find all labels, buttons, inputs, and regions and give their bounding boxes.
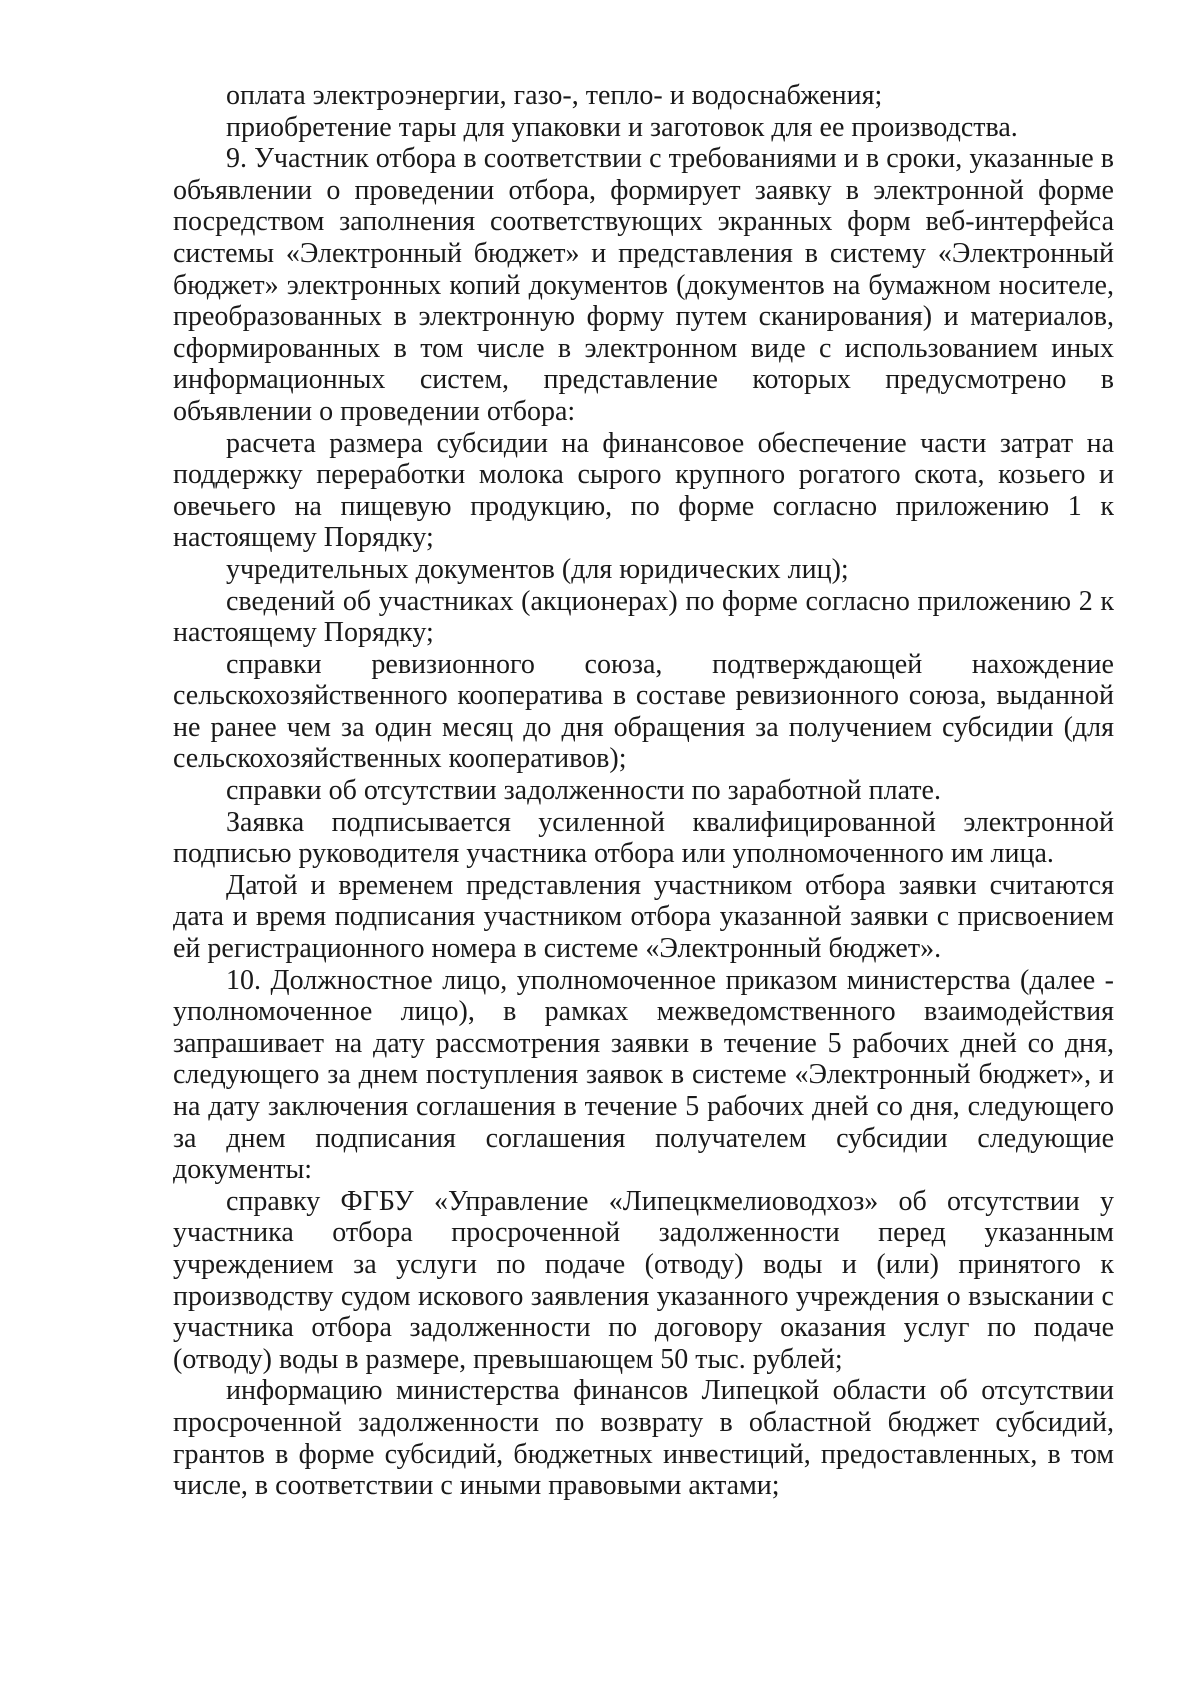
paragraph-finance-ministry-info: информацию министерства финансов Липецкой области об отсутствии просроченной задолженности по возврату в областной бюджет субсидий, грантов в форме субсидий, бюджетных инвестиций, предоставленных, в том числе, в соответствии с иными правовыми актами; bbox=[173, 1375, 1114, 1502]
paragraph-utilities-payment: оплата электроэнергии, газо-, тепло- и водоснабжения; bbox=[226, 80, 883, 111]
paragraph-electronic-signature: Заявка подписывается усиленной квалифицированной электронной подписью руководителя участника отбора или уполномоченного им лица. bbox=[173, 806, 1114, 870]
paragraph-salary-debt-certificate: справки об отсутствии задолженности по заработной плате. bbox=[226, 775, 941, 807]
paragraph-audit-union-certificate: справки ревизионного союза, подтверждающей нахождение сельскохозяйственного кооператива в составе ревизионного союза, выданной не ранее чем за один месяц до дня обращения за получением субсидии (для сельскохозяйственных кооперативов); bbox=[173, 648, 1114, 775]
paragraph-packaging-purchase: приобретение тары для упаковки и заготовок для ее производства. bbox=[226, 111, 1018, 143]
paragraph-clause-10: 10. Должностное лицо, уполномоченное приказом министерства (далее - уполномоченное лицо), в рамках межведомственного взаимодействия запрашивает на дату рассмотрения заявки в течение 5 рабочих дней со дня, следующего за днем поступления заявок в системе «Электронный бюджет», и на дату заключения соглашения в течение 5 рабочих дней со дня, следующего за днем подписания соглашения получателем субсидии следующие документы: bbox=[173, 964, 1114, 1186]
paragraph-subsidy-calculation: расчета размера субсидии на финансовое обеспечение части затрат на поддержку переработки молока сырого крупного рогатого скота, козьего и овечьего на пищевую продукцию, по форме согласно приложению 1 к настоящему Порядку; bbox=[173, 427, 1114, 554]
paragraph-shareholders-info: сведений об участниках (акционерах) по форме согласно приложению 2 к настоящему Порядку; bbox=[173, 585, 1114, 649]
paragraph-clause-9: 9. Участник отбора в соответствии с требованиями и в сроки, указанные в объявлении о проведении отбора, формирует заявку в электронной форме посредством заполнения соответствующих экранных форм веб-интерфейса системы «Электронный бюджет» и представления в систему «Электронный бюджет» электронных копий документов (документов на бумажном носителе, преобразованных в электронную форму путем сканирования) и материалов, сформированных в том числе в электронном виде с использованием иных информационных систем, представление которых предусмотрено в объявлении о проведении отбора: bbox=[173, 143, 1114, 427]
paragraph-submission-date: Датой и временем представления участником отбора заявки считаются дата и время подписания участником отбора указанной заявки с присвоением ей регистрационного номера в системе «Электронный бюджет». bbox=[173, 869, 1114, 965]
paragraph-fgbu-certificate: справку ФГБУ «Управление «Липецкмелиоводхоз» об отсутствии у участника отбора просроченной задолженности перед указанным учреждением за услуги по подаче (отводу) воды и (или) принятого к производству судом искового заявления указанного учреждения о взыскании с участника отбора задолженности по договору оказания услуг по подаче (отводу) воды в размере, превышающем 50 тыс. рублей; bbox=[173, 1185, 1114, 1375]
paragraph-founding-documents: учредительных документов (для юридических лиц); bbox=[226, 553, 849, 585]
